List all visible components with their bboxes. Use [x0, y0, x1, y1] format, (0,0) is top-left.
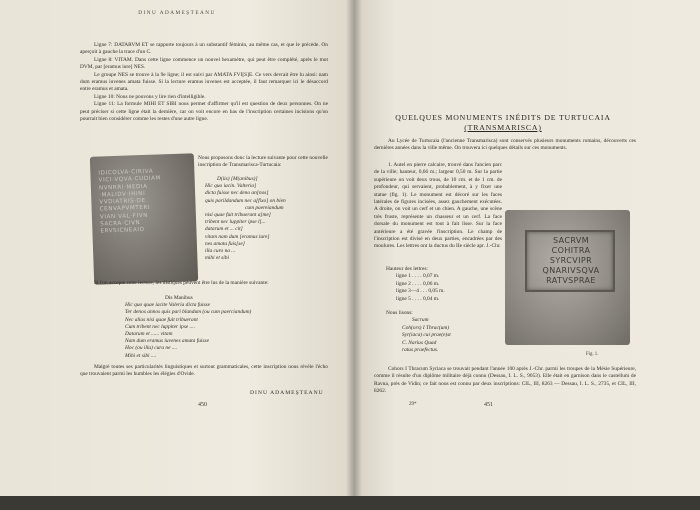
paragraph: Malgré toutes ses particularités linguistiques et surtout grammaticales, cette inscription nous révèle l'écho que trouvaient parmi les humbles les élégies d'Ovide.: [80, 364, 328, 378]
stone-line: CENVAPVMTERI: [99, 205, 151, 214]
verse-line: Hic quo quae iacite Valeria dicta fuisse: [125, 302, 211, 309]
verse-line: nes amata fuis[se]: [205, 240, 245, 247]
stone-line: QNARIVSQVA: [542, 266, 600, 275]
paragraph: Au Lycée de Turtucaia (l'ancienne Transmarisca) sont conservés plusieurs monuments romains, découverts ces dernières années dans la ville même. On trouvera ici quelques détails sur ces monuments.: [374, 138, 636, 152]
height-row: ligne 5 . . . . 0,04 m.: [396, 295, 440, 302]
reconstruction: [205, 176, 333, 262]
verse-line: tribent nec luppiter ipse l[...: [205, 219, 266, 226]
right-closing: [374, 366, 636, 396]
reading-line: Coh(ors) I Thrac(um): [402, 324, 450, 331]
stone-line: SACRA·CIVN: [100, 220, 141, 228]
intro-paragraph: [374, 138, 636, 153]
page-number-left: 450: [198, 402, 207, 408]
stone-line: IDICOLVA·CIRIVA: [98, 168, 154, 177]
stone-line: VVDIATRIS·DE: [99, 198, 146, 206]
proposal-intro: Nous proposons donc la lecture suivante pour cette nouvelle inscription de Transmarisca-Turtucaia:: [198, 155, 328, 169]
heights-label: Hauteur des lettres:: [386, 266, 428, 272]
stone-line: VIAN·VAL·FIVN: [99, 212, 149, 221]
stone-line: NVNRRI·MEDIA: [98, 183, 148, 192]
paragraph: Ligne 7: DATARVM ET se rapporte toujours à un substantif féminin, au même cas, et que le précède. On aperçoit à gauche la trace d'un C.: [80, 42, 328, 56]
paragraph: Ligne 10: Nous ne pouvons y lire rien d'intelligible.: [94, 93, 206, 100]
height-row: ligne 2 . . . . 0,06 m.: [396, 280, 440, 287]
paragraph: Ligne 11: La formule MIHI ET SIBI nous permet d'affirmer qu'il est question de deux personnes. On ne peut préciser si cette ligne était la dernière, car on voit encore en bas de l'inscription certaines incisions qu'on pourrait bien considérer comme les restes d'une autre ligne.: [80, 101, 328, 123]
verse-line: cum paereiandum: [245, 204, 284, 211]
stone-line: SYRCVIPR: [549, 256, 593, 265]
reading-line: Syr(iaca) cui prae(e)st: [402, 332, 451, 339]
book-bottom-edge: [0, 496, 700, 510]
article-title: [378, 113, 628, 133]
stone-line: SACRVM: [552, 236, 590, 245]
stone-line: COHITRA: [551, 246, 591, 255]
page-number-right: 451: [484, 402, 493, 408]
verse-line: nisi quae fuit tribuerant a[me]: [205, 212, 271, 219]
letter-heights: [386, 266, 506, 303]
verse-line: D(iis) [M(anibus)]: [217, 176, 258, 182]
reading-label: Nous lisons:: [386, 310, 413, 316]
left-page: [0, 0, 354, 496]
paragraph: Cohors I Thracum Syriaca se trouvait pendant l'année 100 après J.-Chr. parmi les troupes de la Mésie Supérieure, comme il résulte d'un diplôme militaire déjà connu (Dessau, I. L. S., 9053). Elle était en garnison dans le castellum de Ravna, près de Vidin; ce fait nous est connu par deux inscriptions: CIL, III, 8263 — Dessau, I. L. S., 2735, et CIL, III, 8262.: [374, 366, 636, 395]
paragraph: Ligne 8: VITAM. Dans cette ligne commence un nouvel hexamètre, qui peut être complété, après le mot DVM, par [eramus iure] NES.: [80, 56, 328, 71]
verse-line: Ter denos annos quis pari blandum (ou cum paerciandum): [125, 309, 252, 316]
figure-caption: Fig. 1.: [586, 352, 599, 357]
paragraph: 1. Autel en pierre calcaire, trouvé dans l'ancien parc de la ville; hauteur, 0,66 m.; largeur 0,50 m. Sur la partie supérieure on voit deux trous, de 10 cm. et de 1 cm. de profondeur, qui servaient, probablement, à y fixer une statue (fig. 1). Le monument est décoré sur les faces latérales de figures incisées, assez gauchement exécutées. A droite, on voit un cerf et un chien. A gauche, une scène très fruste, représente un chasseur et un cerf. La face dorsale du monument est tout à fait lisse. Sur la face antérieure a été gravée l'inscription. Le champ de l'inscription est divisé en deux parties, encadrées par des moulures. Les lettres ont la ductus du IIe siècle apr. J.-Chr.: [374, 162, 502, 250]
dedication: Dis Manibus: [165, 295, 193, 301]
verse-line: mihi et sibi: [205, 255, 229, 262]
stone-line: ERVSICNEAIO: [100, 227, 145, 235]
other-reading-intro: [80, 280, 328, 287]
verse-line: Cum tribent nec luppiter ipse ....: [125, 323, 195, 330]
left-body-top: [80, 42, 328, 123]
reading-line: Sacrum: [412, 317, 429, 324]
paragraph: Le groupe NES se trouve à la 9e ligne; il est suivi par AMATA FVI[S]E. Ce vers devrait être lu ainsi: nam dum eramus iuvenes amata fuisse. Si la lecture eramus iuvenes est acceptée, il faut remarquer ici le désaccord entre eramus et amata.: [80, 71, 328, 93]
closing-paragraph: [80, 364, 328, 379]
verse-line: illa curo na ...: [205, 248, 236, 255]
stone-line: ·MALIDV·IHINI: [99, 190, 146, 199]
verse-line: Mihi et sibi ....: [125, 352, 157, 359]
item-1-description: [374, 162, 502, 251]
title-line: QUELQUES MONUMENTS INÉDITS DE TURTUCAIA: [395, 113, 611, 122]
altar-photo: [505, 210, 630, 345]
stone-line: VICI·VQVA·CUDIAM: [98, 175, 162, 184]
verse-line: vitam nam dum [eramus iure]: [205, 233, 270, 240]
verse-line: quis parildandum nec a[fixo] on bien: [205, 197, 286, 204]
book-gutter: [346, 0, 362, 496]
verse-line: datarum et ... cit]: [205, 226, 243, 233]
title-subline: (TRANSMARISCA): [464, 123, 542, 132]
reading-line: C. Narius Quad: [402, 339, 437, 346]
altar-inscription: [529, 236, 613, 286]
couplets: [125, 295, 325, 360]
stone-line: RATVSPRAE: [546, 276, 596, 285]
stone-inscription: [98, 167, 188, 236]
verse-line: Nec alias nisi quae fuit tribuerant: [125, 316, 198, 323]
verse-line: Nam dum eramus iuvenes amata fuisse: [125, 338, 209, 345]
verse-line: dicta fuisse nec deno an[nos]: [205, 190, 269, 197]
verse-line: Hic quo iacin. Valteria]: [205, 183, 257, 190]
height-row: ligne 1 . . . . 0,07 m.: [396, 273, 440, 280]
inscription-stone-photo: [90, 153, 198, 285]
reading: [386, 310, 506, 354]
verse-line: Hoc (ou illa) cura ne ....: [125, 345, 178, 352]
reading-line: ratus praefectus.: [402, 347, 439, 354]
paragraph: Si l'on accepte cette lecture, les distiques peuvent être lus de la manière suivante:: [94, 280, 269, 286]
running-head: DINU ADAMEȘTEANU: [138, 10, 216, 16]
author-signature: DINU ADAMEȘTEANU: [250, 390, 324, 396]
signature-mark: 29*: [409, 402, 417, 407]
height-row: ligne 3—4 . . . 0,05 m.: [396, 288, 445, 295]
verse-line: Datarum et ...... vitam: [125, 331, 173, 338]
